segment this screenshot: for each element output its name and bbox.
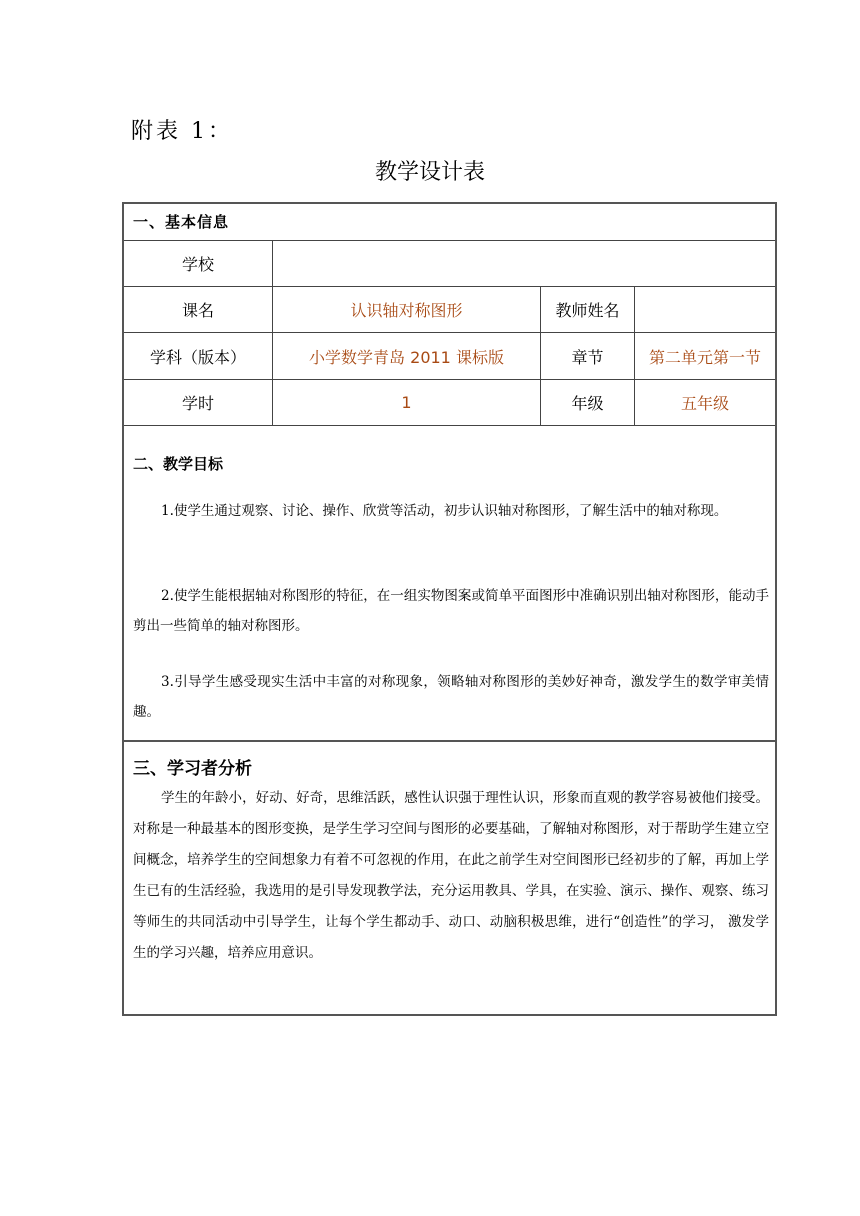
grade-value: 五年级 (680, 394, 729, 413)
course-value: 认识轴对称图形 (350, 301, 463, 320)
school-label: 学校 (181, 255, 214, 274)
objectives-heading: 二、教学目标 (133, 455, 224, 473)
learner-analysis-text: 学生的年龄小，好动、好奇，思维活跃，感性认识强于理性认识，形象而直观的教学容易被他们接受。对称是一种最基本的图形变换，是学生学习空间与图形的必要基础，了解轴对称图形，对于帮助学生建立空间概念，培养学生的空间想象力有着不可忽视的作用，在此之前学生对空间图形已经初步的了解，再加上学生已有的生活经验，我选用的是引导发现教学法，充分运用教具、学具，在实验、演示、操作、观察、练习等师生的共同活动中引导学生，让每个学生都动手、动口、动脑积极思维，进行“创造性”的学习， 激发学生的学习兴趣，培养应用意识。 (133, 790, 769, 961)
teacher-label: 教师姓名 (555, 301, 620, 320)
basic-info-heading: 一、基本信息 (133, 213, 230, 231)
subject-label: 学科（版本） (149, 347, 246, 367)
appendix-label: 附表 1： (131, 119, 233, 144)
objective-item-3: 3.引导学生感受现实生活中丰富的对称现象，领略轴对称图形的美妙好神奇，激发学生的数学审美情趣。 (133, 674, 769, 720)
grade-label: 年级 (571, 394, 604, 413)
design-table (122, 202, 777, 1016)
chapter-label: 章节 (571, 347, 604, 367)
teacher-value (635, 287, 775, 332)
objective-item-2: 2.使学生能根据轴对称图形的特征，在一组实物图案或简单平面图形中准确识别出轴对称图形，能动手剪出一些简单的轴对称图形。 (133, 588, 769, 634)
course-row (124, 287, 775, 332)
subject-row (124, 333, 775, 379)
hours-row (124, 380, 775, 425)
document-title: 教学设计表 (374, 160, 485, 185)
chapter-value: 第二单元第一节 (648, 347, 761, 367)
hours-label: 学时 (181, 394, 214, 413)
divider (124, 740, 775, 742)
school-value (273, 241, 775, 286)
learner-analysis-heading: 三、学习者分析 (133, 759, 252, 779)
subject-value: 小学数学青岛 2011 课标版 (309, 347, 504, 367)
course-label: 课名 (181, 301, 214, 320)
hours-value: 1 (401, 393, 412, 412)
objective-item-1: 1.使学生通过观察、讨论、操作、欣赏等活动，初步认识轴对称图形，了解生活中的轴对称现。 (161, 503, 728, 519)
divider (124, 425, 775, 426)
school-row (124, 241, 775, 286)
